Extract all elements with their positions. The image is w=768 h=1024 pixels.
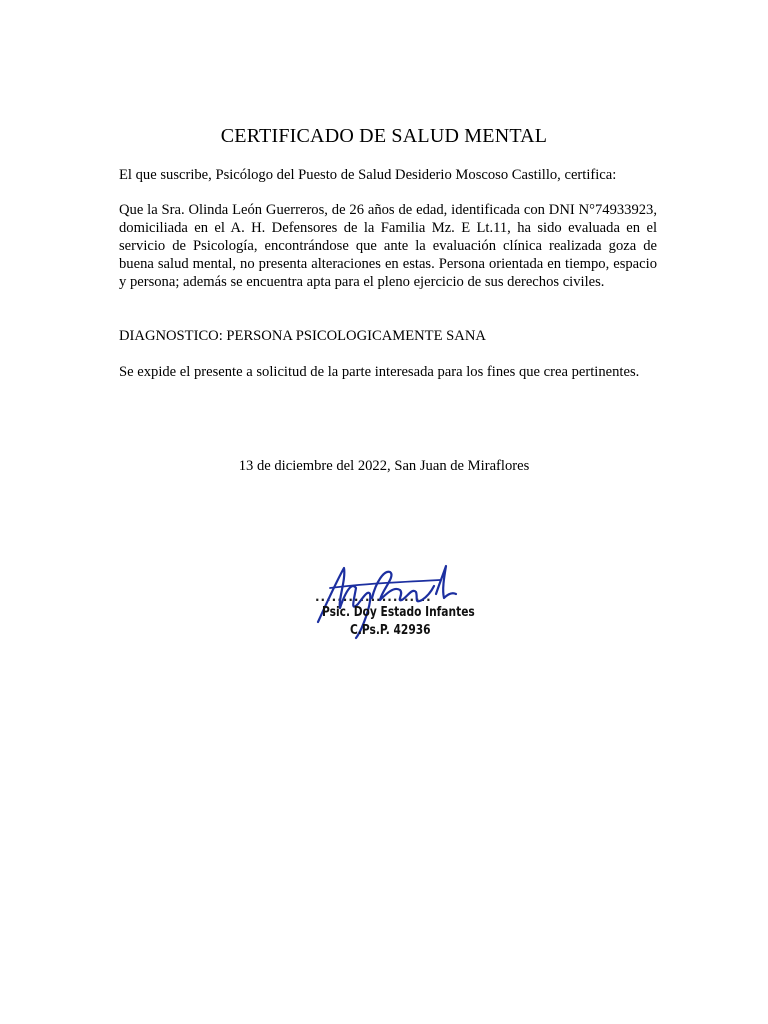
closing-paragraph: Se expide el presente a solicitud de la parte interesada para los fines que crea pertinentes. [119,364,640,380]
diagnosis-line: DIAGNOSTICO: PERSONA PSICOLOGICAMENTE SANA [119,328,486,344]
date-place-line: 13 de diciembre del 2022, San Juan de Miraflores [238,458,530,474]
intro-paragraph: El que suscribe, Psicólogo del Puesto de Salud Desiderio Moscoso Castillo, certifica: [119,167,617,183]
stamp-name: Psic. Doy Estado Infantes [322,605,475,620]
stamp-code: C.Ps.P. 42936 [350,623,431,638]
body-paragraph: Que la Sra. Olinda León Guerreros, de 26 años de edad, identificada con DNI N°74933923, domiciliada en el A. H. Defensores de la Familia Mz. E Lt.11, ha sido evaluada en el servicio de Psicología, encontrándose que ante la evaluación clínica realizada goza de buena salud mental, no presenta alteraciones en estas. Persona orientada en tiempo, espacio y persona; además se encuentra apta para el pleno ejercicio de sus derechos civiles. [119,202,657,290]
signature-block [310,560,475,645]
signature-dotted-line: ..................... [315,590,432,604]
page-title: CERTIFICADO DE SALUD MENTAL [220,125,548,147]
